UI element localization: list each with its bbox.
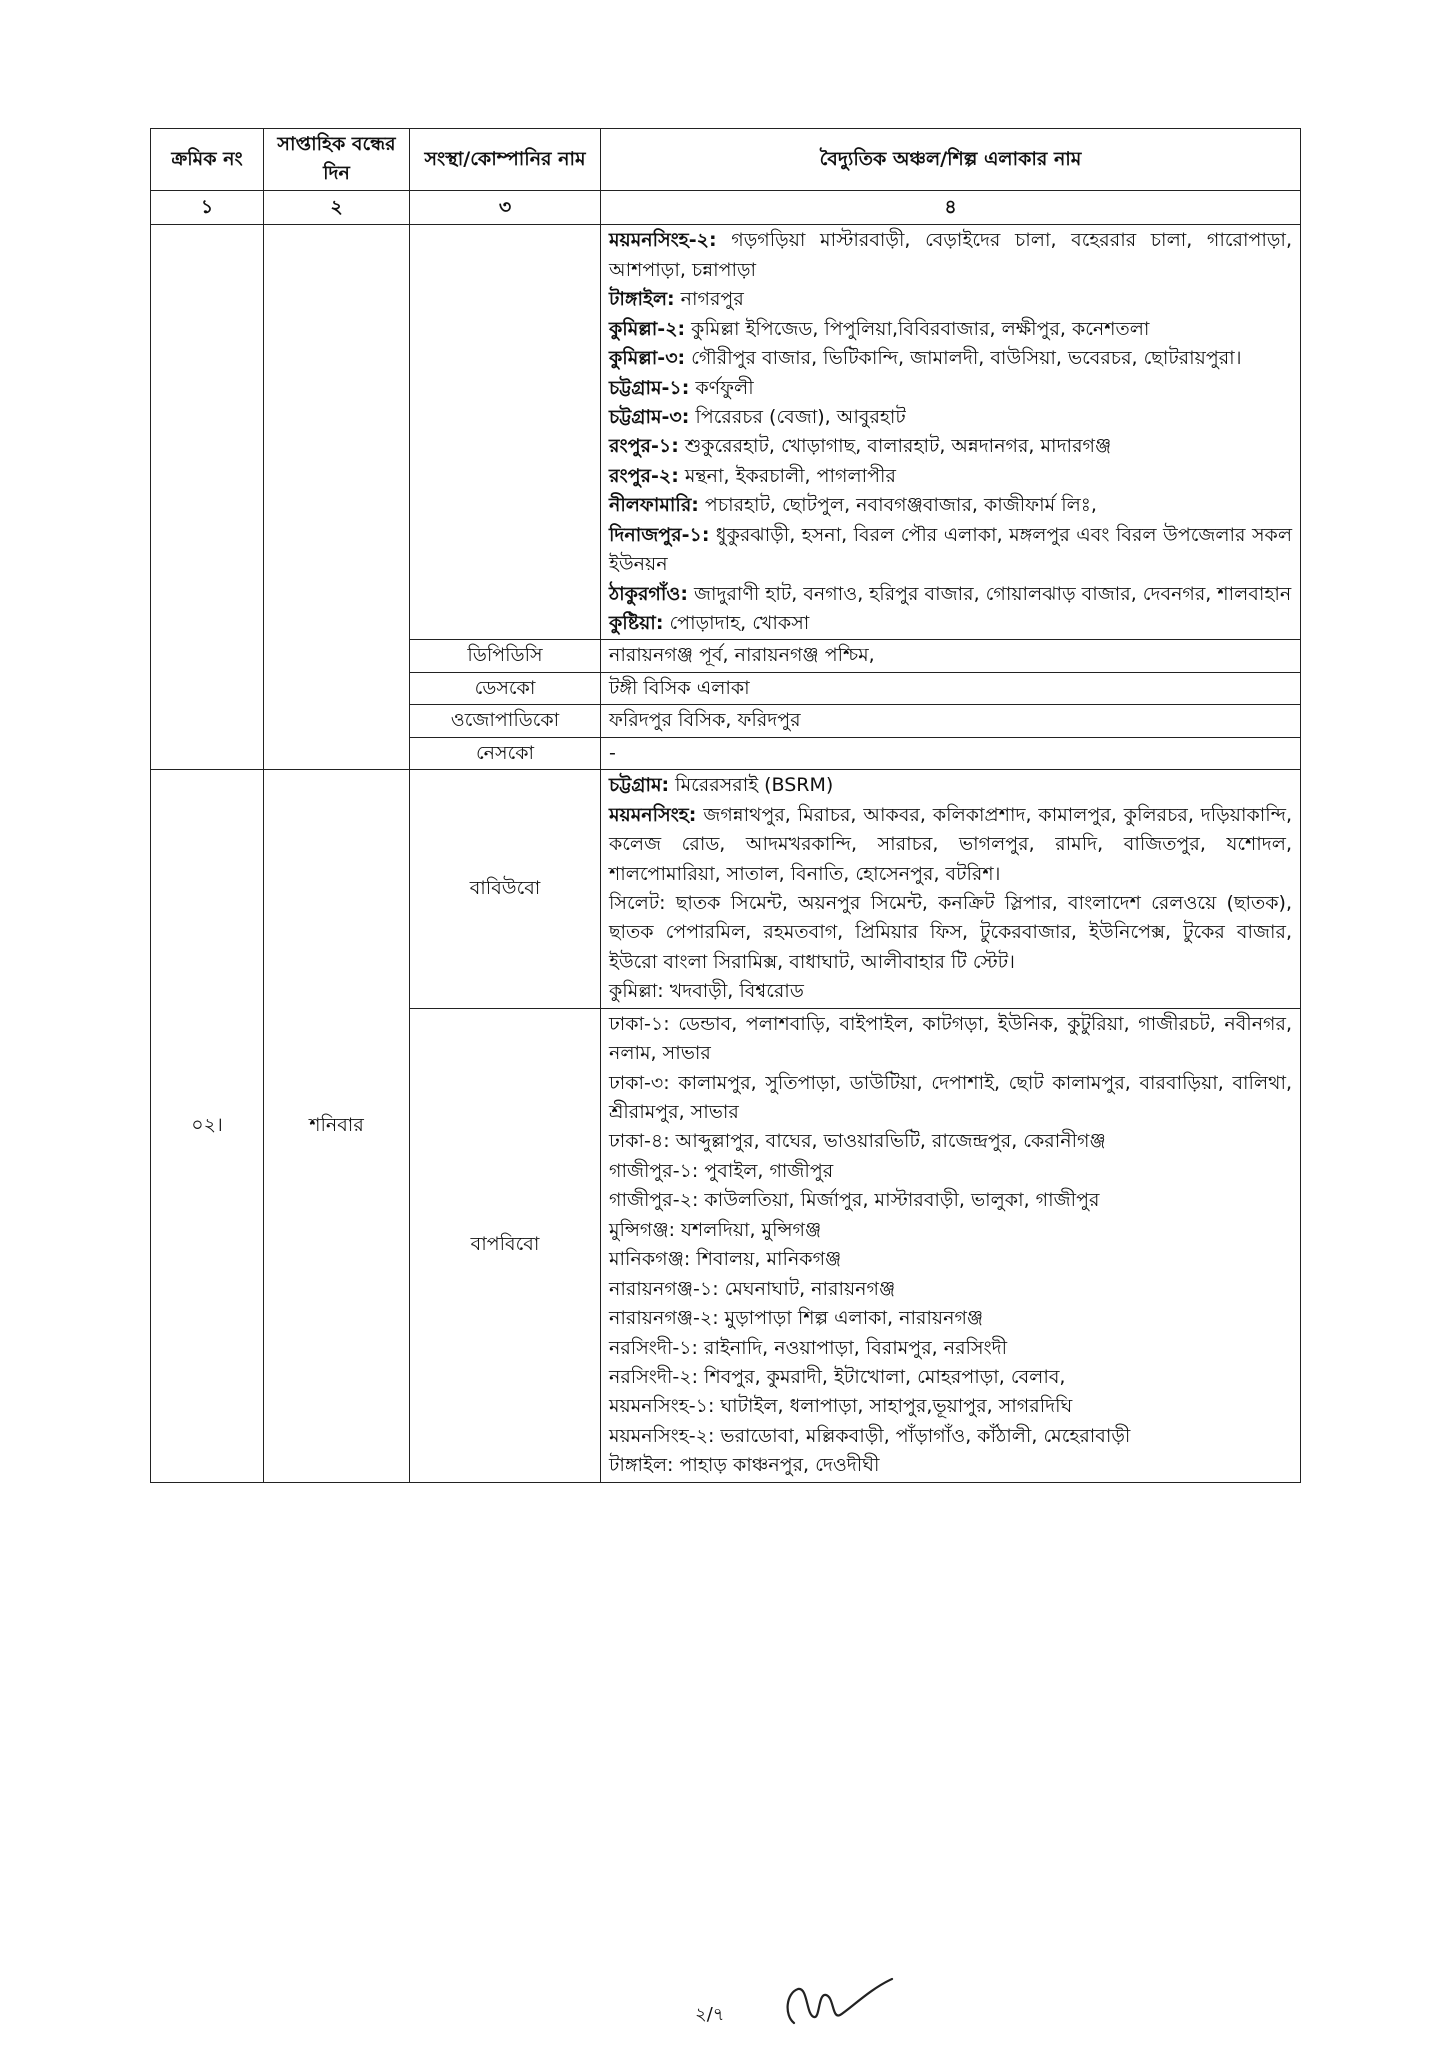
table-row <box>151 225 1301 640</box>
area-entry: চট্টগ্রাম: মিরেরসরাই (BSRM) <box>609 774 834 797</box>
area-cell <box>601 225 1301 640</box>
area-entry: ঢাকা-১: ডেন্ডাব, পলাশবাড়ি, বাইপাইল, কাটগড়া, ইউনিক, কুটুরিয়া, গাজীরচট, নবীনগর, নলাম, সাভার <box>609 1012 1292 1065</box>
area-entry: ময়মনসিংহ: জগন্নাথপুর, মিরাচর, আকবর, কলিকাপ্রশাদ, কামালপুর, কুলিরচর, দড়িয়াকান্দি, কলেজ রোড, আদমখরকান্দি, সারাচর, ভাগলপুর, রামদি, বাজিতপুর, যশোদল, শালপোমারিয়া, সাতাল, বিনাতি, হোসেনপুর, বটরিশ। <box>609 803 1292 885</box>
header-organization: সংস্থা/কোম্পানির নাম <box>410 129 601 191</box>
area-entry: নীলফামারি: পচারহাট, ছোটপুল, নবাবগঞ্জবাজার, কাজীফার্ম লিঃ, <box>609 494 1097 517</box>
area-entry: ঢাকা-৪: আব্দুল্লাপুর, বাঘের, ভাওয়ারভিটি, রাজেন্দ্রপুর, কেরানীগঞ্জ <box>609 1130 1106 1153</box>
page-number: ২/৭ <box>695 2004 725 2025</box>
area-cell: - <box>601 737 1301 769</box>
serial-cell: ০২। <box>151 770 264 1483</box>
area-entry: ময়মনসিংহ-২: ভরাডোবা, মল্লিকবাড়ী, পাঁড়াগাঁও, কাঁঠালী, মেহেরাবাড়ী <box>609 1424 1131 1447</box>
area-entry: চট্টগ্রাম-১: কর্ণফুলী <box>609 376 754 399</box>
area-entry: নারায়নগঞ্জ-১: মেঘনাঘাট, নারায়নগঞ্জ <box>609 1277 896 1300</box>
area-entry: দিনাজপুর-১: ধুকুরঝাড়ী, হসনা, বিরল পৌর এলাকা, মঙ্গলপুর এবং বিরল উপজেলার সকল ইউনয়ন <box>609 523 1292 576</box>
org-cell: বাপবিবো <box>410 1008 601 1482</box>
org-cell: নেসকো <box>410 737 601 769</box>
area-entry: নরসিংদী-১: রাইনাদি, নওয়াপাড়া, বিরামপুর, নরসিংদী <box>609 1336 1008 1359</box>
table-row <box>151 770 1301 1009</box>
column-number: ৩ <box>410 190 601 224</box>
area-entry: টাঙ্গাইল: পাহাড় কাঞ্চনপুর, দেওদীঘী <box>609 1454 880 1477</box>
header-row <box>151 129 1301 191</box>
column-number-row <box>151 190 1301 224</box>
column-number: ২ <box>264 190 410 224</box>
area-entry: কুমিল্লা-২: কুমিল্লা ইপিজেড, পিপুলিয়া,বিবিরবাজার, লক্ষীপুর, কনেশতলা <box>609 317 1150 340</box>
header-weekly-holiday: সাপ্তাহিক বন্ধের দিন <box>264 129 410 191</box>
area-entry: সিলেট: ছাতক সিমেন্ট, অয়নপুর সিমেন্ট, কনক্রিট স্লিপার, বাংলাদেশ রেলওয়ে (ছাতক), ছাতক পেপারমিল, রহমতবাগ, প্রিমিয়ার ফিস, টুকেরবাজার, ইউনিপেক্স, টুকের বাজার, ইউরো বাংলা সিরামিক্স, বাধাঘাট, আলীবাহার টি স্টেট। <box>609 891 1292 973</box>
org-cell: ডেসকো <box>410 672 601 704</box>
header-area: বৈদ্যুতিক অঞ্চল/শিল্প এলাকার নাম <box>601 129 1301 191</box>
org-cell <box>410 225 601 640</box>
schedule-table <box>150 128 1301 1483</box>
area-entry: ময়মনসিংহ-২: গড়গড়িয়া মাস্টারবাড়ী, বেড়াইদের চালা, বহেররার চালা, গারোপাড়া, আশপাড়া, চন্নাপাড়া <box>609 229 1292 281</box>
area-entry: কুমিল্লা: খদবাড়ী, বিশ্বরোড <box>609 980 804 1003</box>
area-entry: রংপুর-২: মন্থনা, ইকরচালী, পাগলাপীর <box>609 464 896 487</box>
serial-cell <box>151 225 264 640</box>
area-entry: নরসিংদী-২: শিবপুর, কুমরাদী, ইটাখোলা, মোহরপাড়া, বেলাব, <box>609 1365 1066 1388</box>
area-cell <box>601 770 1301 1009</box>
area-cell <box>601 1008 1301 1482</box>
org-cell: ডিপিডিসি <box>410 640 601 672</box>
area-entry: রংপুর-১: শুকুরেরহাট, খোড়াগাছ, বালারহাট, অন্নদানগর, মাদারগঞ্জ <box>609 435 1112 458</box>
area-entry: গাজীপুর-২: কাউলতিয়া, মির্জাপুর, মাস্টারবাড়ী, ভালুকা, গাজীপুর <box>609 1189 1100 1212</box>
area-entry: মুন্সিগঞ্জ: যশলদিয়া, মুন্সিগঞ্জ <box>609 1218 822 1241</box>
area-entry: গাজীপুর-১: পুবাইল, গাজীপুর <box>609 1159 834 1182</box>
column-number: ৪ <box>601 190 1301 224</box>
serial-cell <box>151 640 264 770</box>
column-number: ১ <box>151 190 264 224</box>
area-entry: মানিকগঞ্জ: শিবালয়, মানিকগঞ্জ <box>609 1248 842 1271</box>
day-cell <box>264 225 410 770</box>
org-cell: ওজোপাডিকো <box>410 705 601 737</box>
area-entry: চট্টগ্রাম-৩: পিরেরচর (বেজা), আবুরহাট <box>609 405 906 428</box>
area-cell: নারায়নগঞ্জ পূর্ব, নারায়নগঞ্জ পশ্চিম, <box>601 640 1301 672</box>
area-entry: কুমিল্লা-৩: গৌরীপুর বাজার, ভিটিকান্দি, জামালদী, বাউসিয়া, ভবেরচর, ছোটরায়পুরা। <box>609 347 1242 370</box>
area-cell: ফরিদপুর বিসিক, ফরিদপুর <box>601 705 1301 737</box>
area-entry: ঢাকা-৩: কালামপুর, সুতিপাড়া, ডাউটিয়া, দেপাশাই, ছোট কালামপুর, বারবাড়িয়া, বালিথা, শ্রীরামপুর, সাভার <box>609 1071 1292 1123</box>
area-entry: কুষ্টিয়া: পোড়াদাহ, খোকসা <box>609 612 810 634</box>
signature-icon <box>780 1975 900 2035</box>
org-cell: বাবিউবো <box>410 770 601 1009</box>
area-entry: টাঙ্গাইল: নাগরপুর <box>609 288 744 311</box>
area-cell: টঙ্গী বিসিক এলাকা <box>601 672 1301 704</box>
header-serial: ক্রমিক নং <box>151 129 264 191</box>
area-entry: নারায়নগঞ্জ-২: মুড়াপাড়া শিল্প এলাকা, নারায়নগঞ্জ <box>609 1307 984 1330</box>
area-entry: ঠাকুরগাঁও: জাদুরাণী হাট, বনগাও, হরিপুর বাজার, গোয়ালঝাড় বাজার, দেবনগর, শালবাহান <box>609 582 1292 605</box>
area-entry: ময়মনসিংহ-১: ঘাটাইল, ধলাপাড়া, সাহাপুর,ভূয়াপুর, সাগরদিঘি <box>609 1395 1073 1418</box>
day-cell: শনিবার <box>264 770 410 1483</box>
